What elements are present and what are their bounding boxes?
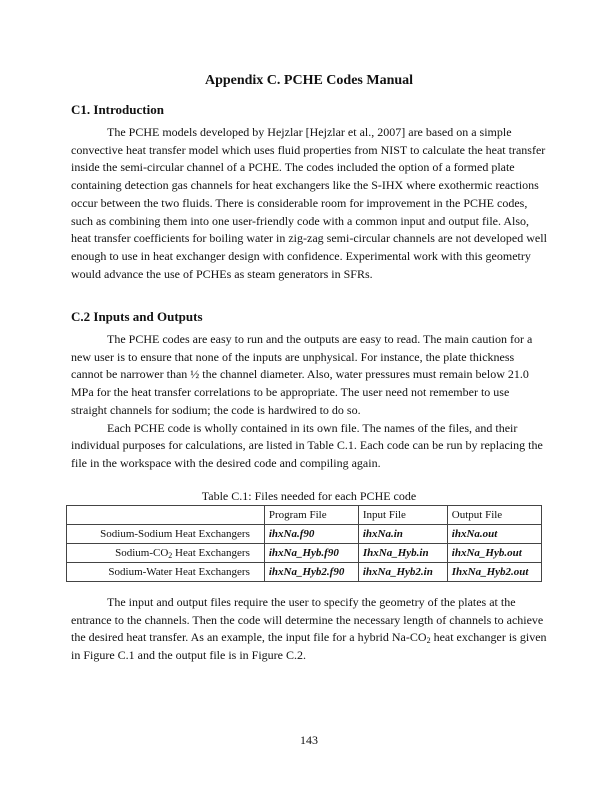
page-number: 143 bbox=[300, 733, 318, 747]
inputs-outputs-body bbox=[71, 331, 547, 473]
input-file-cell: ihxNa.in bbox=[358, 525, 447, 544]
paragraph-text: The input and output files require the user to specify the geometry of the plates at the entrance to the channels. Then the code will determine the necessary length of channels to achieve the desired heat transfer. As an example, the input file for a hybrid Na-CO bbox=[71, 595, 544, 645]
column-header-output-file: Output File bbox=[447, 506, 541, 525]
row-label-text: Sodium-CO bbox=[115, 547, 169, 559]
table-caption: Table C.1: Files needed for each PCHE code bbox=[201, 489, 417, 503]
input-file-cell: IhxNa_Hyb.in bbox=[358, 544, 447, 563]
program-file-cell: ihxNa_Hyb.f90 bbox=[264, 544, 358, 563]
table-row bbox=[67, 563, 542, 582]
output-file-cell: ihxNa.out bbox=[447, 525, 541, 544]
row-label: Sodium-Sodium Heat Exchangers bbox=[67, 525, 265, 544]
table-corner-cell bbox=[67, 506, 265, 525]
program-file-cell: ihxNa_Hyb2.f90 bbox=[264, 563, 358, 582]
table-row bbox=[67, 544, 542, 563]
row-label-text: Heat Exchangers bbox=[172, 547, 250, 559]
page-title: Appendix C. PCHE Codes Manual bbox=[204, 73, 414, 88]
paragraph-text: heat exchanger is given in Figure C.1 and the output file is in Figure C.2. bbox=[71, 630, 547, 663]
subscript: 2 bbox=[168, 551, 173, 560]
column-header-program-file: Program File bbox=[264, 506, 358, 525]
input-file-cell: ihxNa_Hyb2.in bbox=[358, 563, 447, 582]
row-label bbox=[67, 544, 265, 563]
paragraph: Each PCHE code is wholly contained in its own file. The names of the files, and their individual purposes for calculations, are listed in Table C.1. Each code can be run by replacing the file in the workspace with the desired code and compiling again. bbox=[71, 420, 543, 470]
paragraph bbox=[71, 594, 547, 665]
output-file-cell: ihxNa_Hyb.out bbox=[447, 544, 541, 563]
output-file-cell: IhxNa_Hyb2.out bbox=[447, 563, 541, 582]
section-heading-inputs-outputs: C.2 Inputs and Outputs bbox=[71, 309, 203, 324]
paragraph: The PCHE codes are easy to run and the outputs are easy to read. The main caution for a new user is to ensure that none of the inputs are unphysical. For instance, the plate thickness cannot be narrower than ½ the channel diameter. Also, water pressures must remain below 21.0 MPa for the heat transfer correlations to be appropriate. The user need not remember to use straight channels for sodium; the code is hardwired to do so. bbox=[71, 332, 533, 417]
program-file-cell: ihxNa.f90 bbox=[264, 525, 358, 544]
row-label: Sodium-Water Heat Exchangers bbox=[67, 563, 265, 582]
table-row bbox=[67, 525, 542, 544]
files-table bbox=[66, 505, 542, 582]
table-header-row bbox=[67, 506, 542, 525]
column-header-input-file: Input File bbox=[358, 506, 447, 525]
section-heading-introduction: C1. Introduction bbox=[71, 102, 164, 117]
paragraph: The PCHE models developed by Hejzlar [Hejzlar et al., 2007] are based on a simple convective heat transfer model which uses fluid properties from NIST to calculate the heat transfer inside the semi-circular channel of a PCHE. The codes included the option of a formed plate containing detection gas channels for heat exchangers like the S-IHX where exothermic reactions occur between the two fluids. There is considerable room for improvement in the PCHE codes, such as combining them into one user-friendly code with a common input and output file. Also, heat transfer coefficients for boiling water in zig-zag semi-circular channels are not developed well enough to use in heat exchanger design with confidence. Experimental work with this geometry would advance the use of PCHEs as steam generators in SFRs. bbox=[71, 125, 547, 281]
closing-paragraph bbox=[71, 594, 547, 665]
introduction-body bbox=[71, 124, 547, 283]
subscript: 2 bbox=[426, 636, 431, 646]
